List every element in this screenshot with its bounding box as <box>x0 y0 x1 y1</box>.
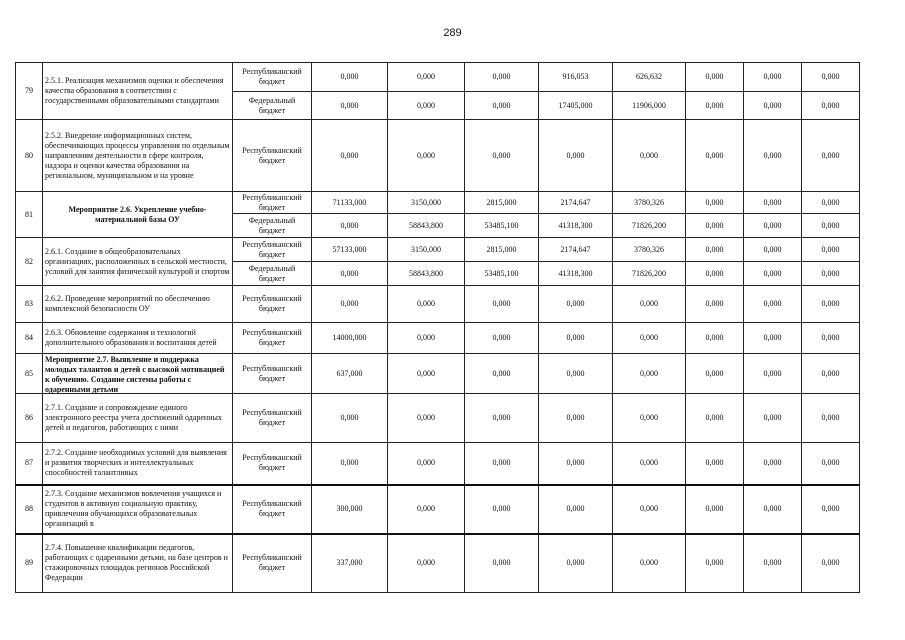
measure-description <box>43 323 233 354</box>
budget-value: 0,000 <box>802 354 860 394</box>
budget-value: 0,000 <box>539 394 613 443</box>
measure-description <box>43 238 233 286</box>
measure-description-text: 2.7.3. Создание механизмов вовлечения учащихся и студентов в активную социальную практику, привлечения обучающихся образовательных организаций в <box>45 489 222 528</box>
budget-value: 53485,100 <box>465 262 539 286</box>
budget-value: 3780,326 <box>613 192 686 214</box>
budget-value: 0,000 <box>744 192 802 214</box>
budget-value: 0,000 <box>388 485 465 534</box>
budget-value: 0,000 <box>686 534 744 593</box>
budget-value: 0,000 <box>388 354 465 394</box>
budget-value: 11906,000 <box>613 92 686 120</box>
budget-value: 0,000 <box>312 262 388 286</box>
measure-description-text: Мероприятие 2.7. Выявление и поддержка молодых талантов и детей с высокой мотивацией к обучению. Создание системы работы с одаренными детьми <box>45 354 225 393</box>
row-number: 79 <box>16 63 43 120</box>
budget-value: 17405,000 <box>539 92 613 120</box>
budget-value: 0,000 <box>312 92 388 120</box>
budget-value: 2815,000 <box>465 192 539 214</box>
budget-value: 0,000 <box>312 394 388 443</box>
budget-value: 0,000 <box>802 214 860 238</box>
budget-table <box>15 62 860 593</box>
budget-value: 53485,100 <box>465 214 539 238</box>
row-number: 83 <box>16 286 43 323</box>
budget-value: 637,000 <box>312 354 388 394</box>
funding-source: Республиканский бюджет <box>233 120 312 192</box>
row-number: 80 <box>16 120 43 192</box>
budget-value: 0,000 <box>744 238 802 262</box>
budget-value: 0,000 <box>744 485 802 534</box>
funding-source: Республиканский бюджет <box>233 443 312 485</box>
budget-value: 0,000 <box>802 120 860 192</box>
budget-value: 0,000 <box>465 286 539 323</box>
budget-value: 0,000 <box>539 120 613 192</box>
budget-value: 0,000 <box>613 354 686 394</box>
budget-value: 0,000 <box>613 323 686 354</box>
funding-source: Республиканский бюджет <box>233 534 312 593</box>
budget-value: 0,000 <box>388 286 465 323</box>
budget-value: 0,000 <box>388 63 465 92</box>
budget-value: 0,000 <box>686 120 744 192</box>
budget-value: 0,000 <box>744 214 802 238</box>
budget-value: 337,000 <box>312 534 388 593</box>
budget-value: 2174,647 <box>539 238 613 262</box>
budget-value: 0,000 <box>802 534 860 593</box>
budget-value: 0,000 <box>686 92 744 120</box>
budget-value: 0,000 <box>465 323 539 354</box>
budget-value: 0,000 <box>465 443 539 485</box>
budget-value: 3780,326 <box>613 238 686 262</box>
row-number: 82 <box>16 238 43 286</box>
budget-value: 0,000 <box>744 534 802 593</box>
budget-value: 0,000 <box>744 443 802 485</box>
budget-value: 0,000 <box>388 92 465 120</box>
measure-description-text: Мероприятие 2.6. Укрепление учебно-материальной базы ОУ <box>68 204 207 224</box>
budget-value: 916,053 <box>539 63 613 92</box>
row-number: 87 <box>16 443 43 485</box>
measure-description-text: 2.5.2. Внедрение информационных систем, обеспечивающих процессы управления по отдельным направлениям деятельности в сфере контроля, надзора и оценки качества образования на региональном, муниципальном и на уровне <box>45 130 230 180</box>
funding-source: Федеральный бюджет <box>233 92 312 120</box>
budget-value: 0,000 <box>465 534 539 593</box>
table-row <box>16 394 860 443</box>
budget-value: 0,000 <box>686 262 744 286</box>
budget-value: 0,000 <box>686 238 744 262</box>
measure-description <box>43 534 233 593</box>
budget-value: 0,000 <box>539 286 613 323</box>
funding-source: Республиканский бюджет <box>233 354 312 394</box>
table-row <box>16 286 860 323</box>
budget-value: 0,000 <box>613 286 686 323</box>
budget-value: 3150,000 <box>388 192 465 214</box>
budget-value: 0,000 <box>686 214 744 238</box>
budget-value: 0,000 <box>388 394 465 443</box>
table-row <box>16 63 860 92</box>
funding-source: Республиканский бюджет <box>233 394 312 443</box>
table-row <box>16 443 860 485</box>
measure-description <box>43 443 233 485</box>
funding-source: Республиканский бюджет <box>233 238 312 262</box>
budget-value: 0,000 <box>686 286 744 323</box>
budget-value: 0,000 <box>312 214 388 238</box>
budget-value: 0,000 <box>744 286 802 323</box>
budget-value: 0,000 <box>802 192 860 214</box>
funding-source: Республиканский бюджет <box>233 485 312 534</box>
page-number: 289 <box>443 27 462 39</box>
funding-source: Федеральный бюджет <box>233 262 312 286</box>
measure-description-text: 2.7.2. Создание необходимых условий для выявления и развития творческих и интеллектуальных способностей талантливых <box>45 448 227 478</box>
budget-value: 0,000 <box>539 485 613 534</box>
measure-description-text: 2.7.1. Создание и сопровождение единого электронного реестра учета достижений одаренных детей и педагогов, работающих с ними <box>45 403 222 432</box>
budget-value: 3150,000 <box>388 238 465 262</box>
budget-value: 0,000 <box>613 485 686 534</box>
row-number: 89 <box>16 534 43 593</box>
measure-description-text: 2.7.4. Повышение квалификации педагогов, работающих с одаренными детьми, на базе центров и стажировочных площадок регионов Российской Федерации <box>45 543 228 583</box>
budget-value: 0,000 <box>312 63 388 92</box>
budget-value: 0,000 <box>388 443 465 485</box>
budget-value: 0,000 <box>539 534 613 593</box>
budget-value: 0,000 <box>613 394 686 443</box>
budget-value: 0,000 <box>613 120 686 192</box>
table-row <box>16 120 860 192</box>
measure-description <box>43 63 233 120</box>
budget-value: 0,000 <box>686 485 744 534</box>
table-row <box>16 323 860 354</box>
measure-description <box>43 485 233 534</box>
budget-value: 0,000 <box>802 443 860 485</box>
row-number: 84 <box>16 323 43 354</box>
measure-description <box>43 354 233 394</box>
funding-source: Республиканский бюджет <box>233 323 312 354</box>
budget-value: 0,000 <box>388 120 465 192</box>
table-row <box>16 354 860 394</box>
budget-value: 0,000 <box>802 238 860 262</box>
budget-value: 0,000 <box>465 92 539 120</box>
table-row <box>16 534 860 593</box>
budget-value: 0,000 <box>539 354 613 394</box>
budget-value: 0,000 <box>744 262 802 286</box>
measure-description-text: 2.6.2. Проведение мероприятий по обеспечению комплексной безопасности ОУ <box>45 294 210 313</box>
budget-value: 0,000 <box>744 120 802 192</box>
budget-value: 71133,000 <box>312 192 388 214</box>
measure-description <box>43 394 233 443</box>
budget-value: 0,000 <box>686 443 744 485</box>
budget-value: 0,000 <box>802 286 860 323</box>
budget-value: 0,000 <box>613 534 686 593</box>
budget-value: 0,000 <box>744 92 802 120</box>
budget-value: 71826,200 <box>613 214 686 238</box>
budget-value: 626,632 <box>613 63 686 92</box>
budget-value: 0,000 <box>465 63 539 92</box>
funding-source: Республиканский бюджет <box>233 192 312 214</box>
budget-value: 0,000 <box>312 443 388 485</box>
table-row <box>16 192 860 214</box>
budget-value: 0,000 <box>312 120 388 192</box>
budget-value: 0,000 <box>744 323 802 354</box>
budget-value: 0,000 <box>802 63 860 92</box>
budget-value: 0,000 <box>686 394 744 443</box>
table-body <box>16 63 860 593</box>
budget-value: 0,000 <box>539 443 613 485</box>
budget-value: 0,000 <box>802 485 860 534</box>
budget-value: 0,000 <box>388 534 465 593</box>
row-number: 85 <box>16 354 43 394</box>
row-number: 88 <box>16 485 43 534</box>
funding-source: Федеральный бюджет <box>233 214 312 238</box>
row-number: 86 <box>16 394 43 443</box>
funding-source: Республиканский бюджет <box>233 63 312 92</box>
budget-value: 0,000 <box>465 394 539 443</box>
budget-value: 0,000 <box>802 262 860 286</box>
budget-value: 0,000 <box>539 323 613 354</box>
budget-value: 0,000 <box>744 354 802 394</box>
measure-description <box>43 120 233 192</box>
budget-value: 300,000 <box>312 485 388 534</box>
budget-value: 0,000 <box>802 92 860 120</box>
budget-value: 0,000 <box>465 485 539 534</box>
budget-value: 14000,000 <box>312 323 388 354</box>
budget-value: 0,000 <box>802 323 860 354</box>
measure-description-text: 2.6.3. Обновление содержания и технологий дополнительного образования и воспитания детей <box>45 328 217 347</box>
measure-description <box>43 192 233 238</box>
budget-value: 0,000 <box>744 63 802 92</box>
budget-value: 0,000 <box>686 63 744 92</box>
budget-value: 0,000 <box>465 120 539 192</box>
budget-value: 71826,200 <box>613 262 686 286</box>
budget-value: 58843,800 <box>388 214 465 238</box>
budget-value: 0,000 <box>312 286 388 323</box>
budget-value: 41318,300 <box>539 262 613 286</box>
budget-value: 0,000 <box>465 354 539 394</box>
table-row <box>16 485 860 534</box>
budget-value: 2815,000 <box>465 238 539 262</box>
budget-value: 0,000 <box>686 354 744 394</box>
budget-value: 0,000 <box>388 323 465 354</box>
funding-source: Республиканский бюджет <box>233 286 312 323</box>
measure-description-text: 2.6.1. Создание в общеобразовательных организациях, расположенных в сельской местности, условий для занятия физической культурой и спортом <box>45 246 230 276</box>
measure-description-text: 2.5.1. Реализация механизмов оценки и обеспечения качества образования в соответствии с государственными образовательными стандартами <box>45 76 224 105</box>
budget-value: 58843,800 <box>388 262 465 286</box>
table-row <box>16 238 860 262</box>
budget-value: 0,000 <box>686 192 744 214</box>
budget-value: 0,000 <box>686 323 744 354</box>
budget-value: 0,000 <box>744 394 802 443</box>
budget-value: 0,000 <box>802 394 860 443</box>
budget-value: 0,000 <box>613 443 686 485</box>
budget-value: 2174,647 <box>539 192 613 214</box>
budget-value: 57133,000 <box>312 238 388 262</box>
row-number: 81 <box>16 192 43 238</box>
measure-description <box>43 286 233 323</box>
budget-value: 41318,300 <box>539 214 613 238</box>
